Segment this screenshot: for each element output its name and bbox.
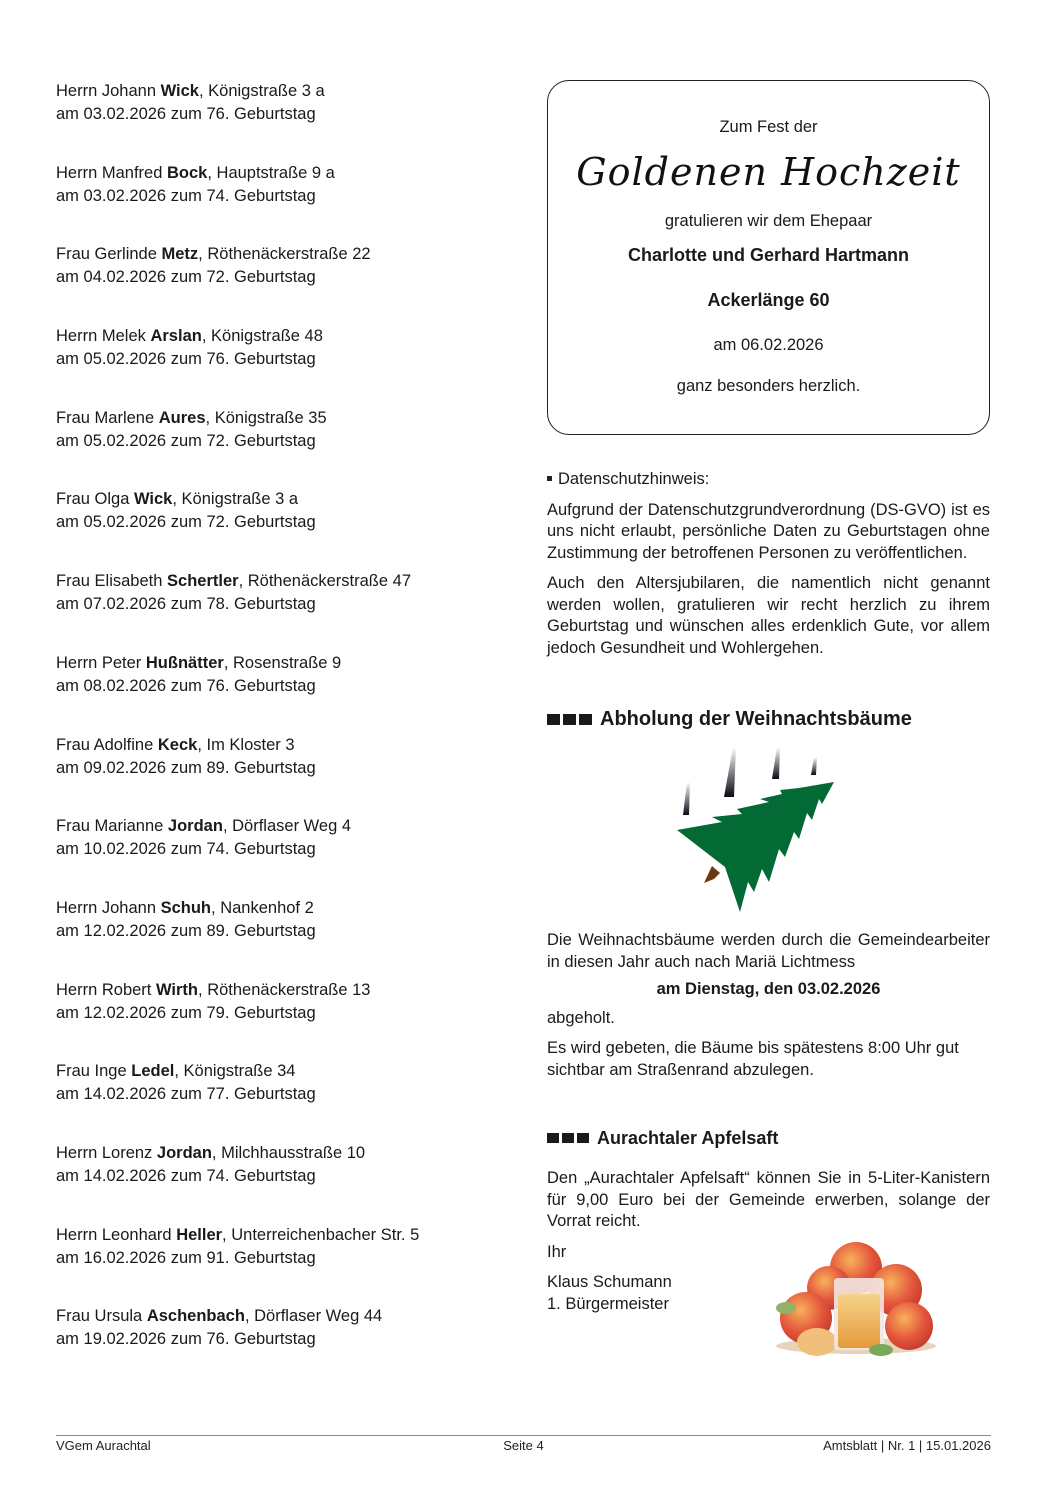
comma: , (223, 653, 229, 672)
christmas-tree-body (547, 930, 990, 1081)
birthday-date-line (56, 1247, 496, 1270)
comma: , (211, 898, 216, 917)
birthday-date-line (56, 348, 496, 371)
prefix-text: am (56, 840, 79, 859)
salutation: Herrn (56, 82, 98, 100)
apple-juice-title-text: Aurachtaler Apfelsaft (597, 1128, 779, 1148)
birthday-entry (56, 1060, 496, 1142)
first-name: Marlene (94, 408, 155, 427)
birthday-age: 77 (206, 1085, 225, 1104)
mid-text: zum (170, 921, 202, 940)
birthday-date: 16.02.2026 (83, 1248, 167, 1267)
comma: , (174, 1062, 179, 1081)
mid-text: zum (170, 350, 202, 369)
last-name: Aures (158, 408, 206, 427)
prefix-text: am (56, 513, 79, 532)
salutation: Frau (56, 490, 90, 509)
mid-text: zum (170, 513, 202, 532)
birthday-entry (56, 325, 496, 407)
apple-juice-paragraph: Den „Aurachtaler Apfelsaft“ können Sie in 5-Liter-Kanistern für 9,00 Euro bei der Gemeinde erwerben, solange der Vorrat reicht. (547, 1169, 990, 1230)
birthday-entry (56, 1142, 496, 1224)
wedding-intro: Zum Fest der (719, 118, 818, 136)
birthday-age: 72 (206, 431, 225, 450)
privacy-heading (547, 469, 990, 491)
birthday-person-line (56, 652, 496, 675)
last-name: Wick (133, 490, 173, 509)
comma: , (222, 817, 228, 836)
suffix-text: . Geburtstag (224, 268, 316, 287)
street-address: Nankenhof 2 (220, 898, 314, 917)
mid-text: zum (170, 1085, 202, 1104)
birthday-date: 10.02.2026 (83, 840, 167, 859)
apple-juice-section-title (547, 1125, 990, 1151)
street-address: Milchhausstraße 10 (221, 1143, 366, 1162)
salutation: Herrn (56, 980, 98, 999)
mid-text: zum (170, 431, 202, 450)
mid-text: zum (170, 595, 202, 614)
street-address: Im Kloster 3 (206, 735, 295, 754)
prefix-text: am (56, 186, 79, 205)
birthday-date-line (56, 1002, 496, 1025)
birthday-entry (56, 897, 496, 979)
street-address: Königstraße 3 a (181, 490, 299, 509)
first-name: Melek (101, 327, 146, 346)
birthday-entry (56, 80, 496, 162)
suffix-text: . Geburtstag (224, 595, 316, 614)
birthday-person-line (56, 80, 496, 103)
prefix-text: am (56, 268, 79, 287)
salutation: Herrn (56, 1225, 98, 1244)
prefix-text: am (56, 105, 79, 123)
christmas-tree-icon (662, 742, 842, 922)
prefix-text: am (56, 1248, 79, 1267)
comma: , (205, 408, 211, 427)
last-name: Keck (157, 735, 198, 754)
mid-text: zum (170, 840, 202, 859)
birthday-date: 03.02.2026 (83, 186, 167, 205)
street-address: Unterreichenbacher Str. 5 (231, 1225, 420, 1244)
birthday-age: 72 (206, 268, 225, 287)
christmas-tree-section-title (547, 706, 990, 732)
comma: , (211, 1143, 217, 1162)
birthday-date: 05.02.2026 (83, 431, 167, 450)
signer-name: Klaus Schumann (547, 1273, 672, 1291)
birthday-person-line (56, 897, 496, 920)
last-name: Schuh (160, 898, 212, 917)
birthday-age: 76 (206, 350, 225, 369)
mid-text: zum (170, 1003, 202, 1022)
birthday-date-line (56, 1083, 496, 1106)
last-name: Metz (161, 245, 199, 264)
footer-page-number: Seite 4 (503, 1438, 544, 1453)
mid-text: zum (170, 268, 202, 287)
first-name: Marianne (94, 817, 164, 836)
birthday-entry (56, 570, 496, 652)
birthday-person-line (56, 1305, 496, 1328)
prefix-text: am (56, 350, 79, 369)
footer-publisher: VGem Aurachtal (56, 1438, 151, 1453)
first-name: Lorenz (101, 1143, 153, 1162)
prefix-text: am (56, 758, 79, 777)
comma: , (201, 327, 207, 346)
birthday-date-line (56, 1328, 496, 1351)
first-name: Ursula (94, 1307, 143, 1326)
comma: , (172, 490, 177, 509)
section-squares-icon (547, 1133, 589, 1143)
last-name: Bock (166, 163, 208, 182)
mid-text: zum (170, 676, 202, 695)
last-name: Hußnätter (145, 653, 224, 672)
birthday-person-line (56, 325, 496, 348)
wedding-script-title: Goldenen Hochzeit (576, 150, 961, 194)
salutation: Frau (56, 408, 90, 427)
birthday-age: 74 (206, 1166, 225, 1185)
birthday-date: 08.02.2026 (83, 676, 167, 695)
first-name: Johann (101, 82, 156, 100)
last-name: Wirth (155, 980, 198, 999)
prefix-text: am (56, 921, 79, 940)
birthday-entry (56, 1224, 496, 1306)
birthday-person-line (56, 162, 496, 185)
street-address: Hauptstraße 9 a (216, 163, 335, 182)
birthday-entry (56, 488, 496, 570)
street-address: Röthenäckerstraße 47 (247, 572, 412, 591)
christmas-tree-illustration (547, 740, 990, 930)
birthday-age: 76 (206, 676, 225, 695)
street-address: Dörflaser Weg 4 (232, 817, 352, 836)
suffix-text: . Geburtstag (224, 1003, 316, 1022)
birthday-date-line (56, 675, 496, 698)
first-name: Peter (101, 653, 142, 672)
birthday-entry (56, 815, 496, 897)
birthday-age: 74 (206, 186, 225, 205)
birthday-date-line (56, 838, 496, 861)
suffix-text: . Geburtstag (224, 1085, 316, 1104)
wedding-date: am 06.02.2026 (713, 336, 824, 354)
suffix-text: . Geburtstag (224, 840, 316, 859)
birthday-date: 04.02.2026 (83, 268, 167, 287)
birthday-age: 74 (206, 840, 225, 859)
comma: , (244, 1307, 250, 1326)
suffix-text: . Geburtstag (224, 1248, 316, 1267)
birthday-person-line (56, 1060, 496, 1083)
suffix-text: . Geburtstag (224, 513, 316, 532)
salutation: Herrn (56, 327, 98, 346)
first-name: Robert (101, 980, 152, 999)
birthday-age: 79 (206, 1003, 225, 1022)
last-name: Wick (160, 82, 199, 100)
birthday-entry (56, 162, 496, 244)
privacy-paragraph-2: Auch den Altersjubilaren, die namentlich nicht genannt werden wollen, gratulieren wir recht herzlich zu ihrem Geburtstag und wünschen alles erdenklich Gute, vor allem jedoch Gesundheit und Wohlergehen. (547, 574, 990, 657)
first-name: Gerlinde (94, 245, 157, 264)
page-footer (56, 1435, 991, 1453)
comma: , (197, 735, 202, 754)
birthday-age: 76 (206, 1330, 225, 1349)
christmas-tree-paragraph-3: Es wird gebeten, die Bäume bis spätestens 8:00 Uhr gut sichtbar am Straßenrand abzulegen. (547, 1039, 959, 1079)
prefix-text: am (56, 676, 79, 695)
birthday-person-line (56, 243, 496, 266)
birthday-age: 72 (206, 513, 225, 532)
birthday-entry (56, 1305, 496, 1387)
street-address: Rosenstraße 9 (233, 653, 342, 672)
last-name: Jordan (167, 817, 223, 836)
mid-text: zum (170, 186, 202, 205)
salutation: Herrn (56, 653, 98, 672)
birthday-date: 05.02.2026 (83, 513, 167, 532)
birthday-age: 89 (206, 921, 225, 940)
birthday-entry (56, 243, 496, 325)
birthday-date-line (56, 185, 496, 208)
birthday-person-line (56, 570, 496, 593)
salutation: Herrn (56, 163, 98, 182)
birthday-list (56, 80, 496, 1387)
birthday-date-line (56, 266, 496, 289)
last-name: Arslan (150, 327, 202, 346)
comma: , (222, 1225, 227, 1244)
apple-juice-body (547, 1168, 990, 1372)
birthday-date: 12.02.2026 (83, 1003, 167, 1022)
mid-text: zum (170, 758, 202, 777)
right-column (547, 80, 990, 1372)
prefix-text: am (56, 1330, 79, 1349)
suffix-text: . Geburtstag (224, 676, 316, 695)
wedding-address: Ackerlänge 60 (707, 290, 830, 310)
birthday-date-line (56, 1165, 496, 1188)
first-name: Manfred (101, 163, 163, 182)
prefix-text: am (56, 595, 79, 614)
privacy-paragraph-1: Aufgrund der Datenschutzgrundverordnung (DS-GVO) ist es uns nicht erlaubt, persönliche Daten zu Geburtstagen ohne Zustimmung der betroffenen Personen zu veröffentlichen. (547, 500, 990, 562)
footer-issue: Amtsblatt | Nr. 1 | 15.01.2026 (823, 1438, 991, 1453)
suffix-text: . Geburtstag (224, 350, 316, 369)
christmas-tree-pickup-date: am Dienstag, den 03.02.2026 (656, 980, 881, 998)
suffix-text: . Geburtstag (224, 1166, 316, 1185)
comma: , (198, 245, 203, 264)
suffix-text: . Geburtstag (224, 431, 316, 450)
birthday-date-line (56, 511, 496, 534)
birthday-date-line (56, 103, 496, 126)
first-name: Elisabeth (94, 572, 163, 591)
birthday-date-line (56, 920, 496, 943)
comma: , (207, 163, 212, 182)
birthday-entry (56, 407, 496, 489)
birthday-date: 12.02.2026 (83, 921, 167, 940)
salutation: Herrn (56, 898, 98, 917)
suffix-text: . Geburtstag (224, 1330, 316, 1349)
street-address: Röthenäckerstraße 22 (207, 245, 371, 264)
mid-text: zum (170, 1248, 202, 1267)
christmas-tree-title-text: Abholung der Weihnachtsbäume (600, 708, 912, 730)
street-address: Königstraße 3 a (208, 82, 325, 100)
birthday-date: 05.02.2026 (83, 350, 167, 369)
prefix-text: am (56, 1166, 79, 1185)
mid-text: zum (170, 1330, 202, 1349)
birthday-entry (56, 979, 496, 1061)
birthday-date: 14.02.2026 (83, 1166, 167, 1185)
birthday-entry (56, 652, 496, 734)
suffix-text: . Geburtstag (224, 105, 316, 123)
street-address: Dörflaser Weg 44 (254, 1307, 383, 1326)
birthday-person-line (56, 734, 496, 757)
suffix-text: . Geburtstag (224, 758, 316, 777)
first-name: Johann (101, 898, 156, 917)
salutation: Frau (56, 1062, 90, 1081)
birthday-age: 78 (206, 595, 225, 614)
comma: , (198, 82, 204, 100)
first-name: Olga (94, 490, 130, 509)
birthday-age: 89 (206, 758, 225, 777)
suffix-text: . Geburtstag (224, 186, 316, 205)
signer-title: 1. Bürgermeister (547, 1294, 669, 1313)
prefix-text: am (56, 431, 79, 450)
birthday-age: 76 (206, 105, 225, 123)
first-name: Leonhard (101, 1225, 172, 1244)
first-name: Adolfine (93, 735, 154, 754)
section-squares-icon (547, 714, 592, 725)
suffix-text: . Geburtstag (224, 921, 316, 940)
last-name: Ledel (131, 1062, 175, 1081)
last-name: Aschenbach (146, 1307, 245, 1326)
greeting: Ihr (547, 1242, 567, 1261)
birthday-person-line (56, 488, 496, 511)
birthday-date-line (56, 593, 496, 616)
street-address: Königstraße 48 (211, 327, 323, 346)
birthday-date: 14.02.2026 (83, 1085, 167, 1104)
salutation: Frau (56, 1307, 90, 1326)
signature-block (547, 1242, 990, 1372)
street-address: Röthenäckerstraße 13 (207, 980, 371, 999)
birthday-date: 03.02.2026 (83, 105, 167, 123)
first-name: Inge (94, 1062, 127, 1081)
last-name: Schertler (167, 572, 239, 591)
birthday-person-line (56, 1142, 496, 1165)
privacy-notice (547, 469, 990, 659)
christmas-tree-paragraph-2: abgeholt. (547, 1008, 615, 1027)
comma: , (238, 572, 244, 591)
birthday-date: 07.02.2026 (83, 595, 167, 614)
birthday-date-line (56, 757, 496, 780)
birthday-person-line (56, 1224, 496, 1247)
birthday-age: 91 (206, 1248, 225, 1267)
birthday-person-line (56, 815, 496, 838)
wedding-subtitle: gratulieren wir dem Ehepaar (664, 212, 873, 230)
wedding-couple-names: Charlotte und Gerhard Hartmann (627, 245, 910, 265)
prefix-text: am (56, 1003, 79, 1022)
comma: , (198, 980, 203, 999)
birthday-entry (56, 734, 496, 816)
bullet-square-icon (547, 476, 552, 481)
birthday-date: 19.02.2026 (83, 1330, 167, 1349)
salutation: Frau (56, 735, 90, 754)
salutation: Frau (56, 572, 90, 591)
privacy-heading-text: Datenschutzhinweis: (558, 470, 710, 488)
last-name: Jordan (156, 1143, 212, 1162)
salutation: Herrn (56, 1143, 98, 1162)
prefix-text: am (56, 1085, 79, 1104)
salutation: Frau (56, 817, 90, 836)
golden-wedding-announcement (547, 80, 990, 435)
birthday-person-line (56, 407, 496, 430)
street-address: Königstraße 34 (183, 1062, 296, 1081)
street-address: Königstraße 35 (214, 408, 327, 427)
salutation: Frau (56, 245, 90, 264)
birthday-person-line (56, 979, 496, 1002)
apple-juice-image-icon (761, 1238, 941, 1358)
last-name: Heller (176, 1225, 223, 1244)
christmas-tree-paragraph-1: Die Weihnachtsbäume werden durch die Gemeindearbeiter in diesen Jahr auch nach Mariä Lichtmess (547, 931, 990, 971)
mid-text: zum (170, 105, 202, 123)
birthday-date: 09.02.2026 (83, 758, 167, 777)
birthday-date-line (56, 430, 496, 453)
wedding-closing: ganz besonders herzlich. (676, 377, 861, 395)
mid-text: zum (170, 1166, 202, 1185)
